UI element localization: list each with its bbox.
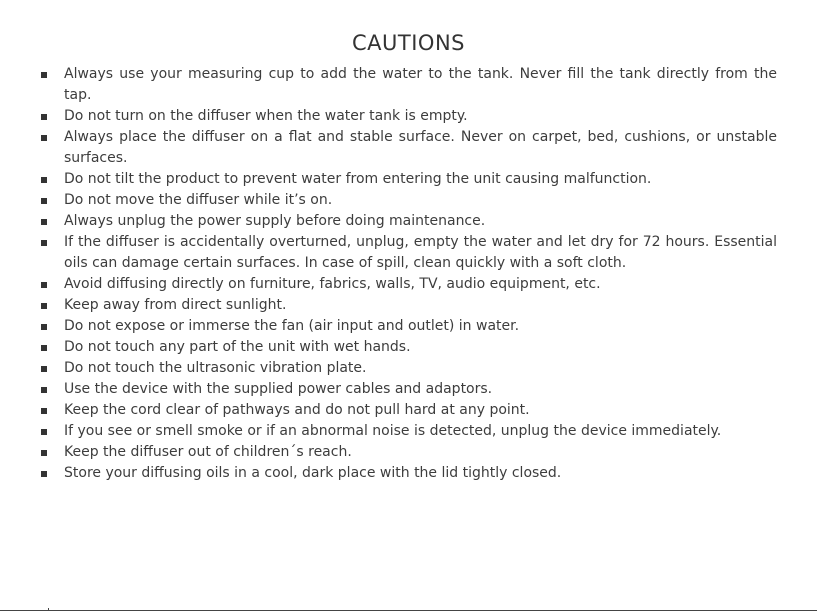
square-bullet-icon (41, 135, 47, 141)
caution-text: Always unplug the power supply before doing maintenance. (64, 213, 486, 229)
caution-item (40, 64, 777, 106)
square-bullet-icon (41, 282, 47, 288)
square-bullet-icon (41, 408, 47, 414)
caution-text: Do not expose or immerse the fan (air input and outlet) in water. (64, 318, 520, 334)
caution-item (40, 379, 777, 400)
square-bullet-icon (41, 72, 47, 78)
caution-text: Keep the cord clear of pathways and do not pull hard at any point. (64, 402, 530, 418)
square-bullet-icon (41, 345, 47, 351)
caution-text: Keep away from direct sunlight. (64, 297, 287, 313)
page-title: CAUTIONS (352, 31, 465, 55)
caution-text: Do not touch the ultrasonic vibration plate. (64, 360, 367, 376)
caution-text: Use the device with the supplied power cables and adaptors. (64, 381, 493, 397)
caution-item (40, 463, 777, 484)
caution-text: If you see or smell smoke or if an abnormal noise is detected, unplug the device immediately. (64, 423, 722, 439)
square-bullet-icon (41, 177, 47, 183)
bottom-divider-tick (48, 608, 49, 611)
square-bullet-icon (41, 429, 47, 435)
caution-text: Keep the diffuser out of children´s reach. (64, 444, 352, 460)
square-bullet-icon (41, 366, 47, 372)
caution-item (40, 211, 777, 232)
caution-item (40, 358, 777, 379)
caution-text: Do not touch any part of the unit with wet hands. (64, 339, 411, 355)
caution-text: Do not move the diffuser while it’s on. (64, 192, 333, 208)
square-bullet-icon (41, 240, 47, 246)
caution-text: Do not turn on the diffuser when the water tank is empty. (64, 108, 468, 124)
square-bullet-icon (41, 450, 47, 456)
caution-item (40, 316, 777, 337)
caution-item (40, 274, 777, 295)
square-bullet-icon (41, 471, 47, 477)
caution-item (40, 421, 777, 442)
caution-text: If the diffuser is accidentally overturned, unplug, empty the water and let dry for 72 hours. Essential oils can damage certain surfaces. In case of spill, clean quickly with a soft cloth. (64, 234, 777, 271)
caution-item (40, 400, 777, 421)
caution-item (40, 337, 777, 358)
caution-item (40, 295, 777, 316)
caution-text: Always use your measuring cup to add the water to the tank. Never fill the tank directly from the tap. (64, 66, 777, 103)
bottom-divider (0, 610, 817, 611)
square-bullet-icon (41, 324, 47, 330)
caution-text: Avoid diffusing directly on furniture, fabrics, walls, TV, audio equipment, etc. (64, 276, 601, 292)
square-bullet-icon (41, 114, 47, 120)
caution-item (40, 169, 777, 190)
caution-text: Do not tilt the product to prevent water from entering the unit causing malfunction. (64, 171, 652, 187)
square-bullet-icon (41, 219, 47, 225)
square-bullet-icon (41, 198, 47, 204)
caution-item (40, 106, 777, 127)
caution-text: Store your diffusing oils in a cool, dark place with the lid tightly closed. (64, 465, 562, 481)
square-bullet-icon (41, 387, 47, 393)
caution-item (40, 190, 777, 211)
caution-text: Always place the diffuser on a flat and stable surface. Never on carpet, bed, cushions, or unstable surfaces. (64, 129, 777, 166)
caution-item (40, 127, 777, 169)
square-bullet-icon (41, 303, 47, 309)
cautions-list (40, 64, 777, 484)
caution-item (40, 232, 777, 274)
caution-item (40, 442, 777, 463)
